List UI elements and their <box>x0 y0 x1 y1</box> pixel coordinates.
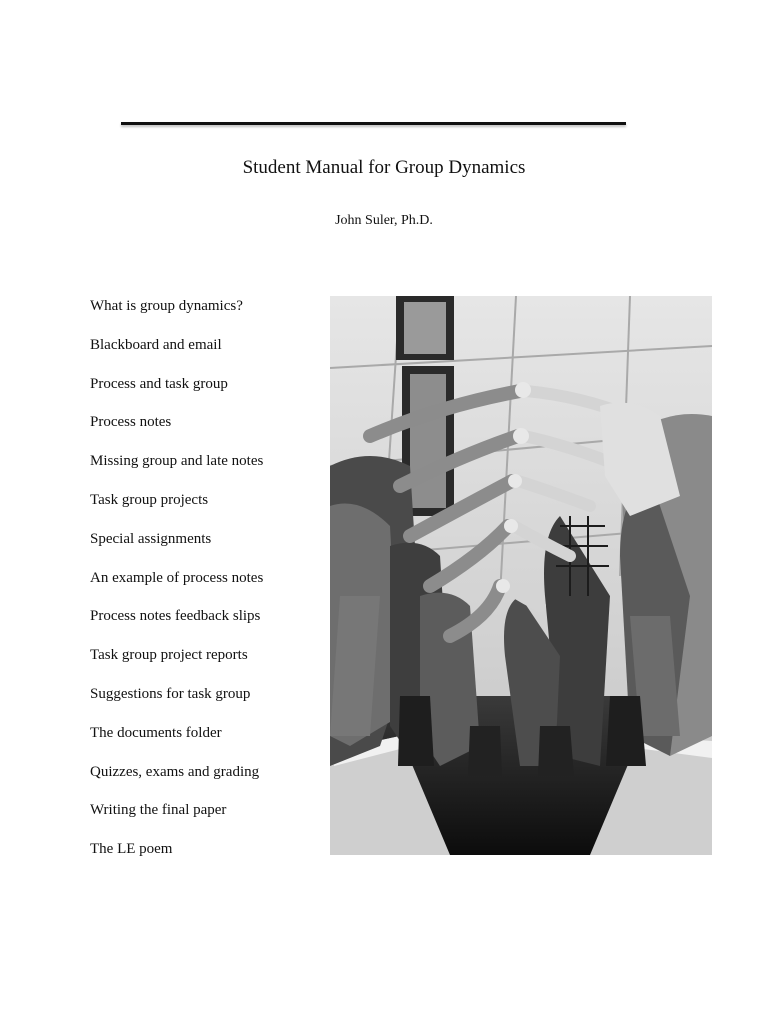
top-rule <box>121 122 626 125</box>
toc-item: Task group project reports <box>90 647 248 664</box>
toc-item: Writing the final paper <box>90 802 227 819</box>
toc-item: Suggestions for task group <box>90 685 251 702</box>
document-author: John Suler, Ph.D. <box>335 213 433 228</box>
toc-item: An example of process notes <box>90 569 264 586</box>
document-title: Student Manual for Group Dynamics <box>242 157 526 178</box>
toc-item: Process notes feedback slips <box>90 608 261 625</box>
toc-item: The LE poem <box>90 841 173 858</box>
toc-item: Blackboard and email <box>90 336 222 353</box>
toc-item: Process notes <box>90 414 172 431</box>
toc-item: Process and task group <box>90 375 228 392</box>
toc-item: Special assignments <box>90 530 212 547</box>
toc-item: What is group dynamics? <box>90 298 243 314</box>
toc-item: The documents folder <box>90 724 222 741</box>
toc-item: Quizzes, exams and grading <box>90 763 260 780</box>
group-circle-photo <box>330 296 712 855</box>
toc-item: Task group projects <box>90 491 209 508</box>
photo-illustration <box>330 296 712 855</box>
table-of-contents <box>90 295 263 877</box>
toc-item: Missing group and late notes <box>90 453 264 470</box>
